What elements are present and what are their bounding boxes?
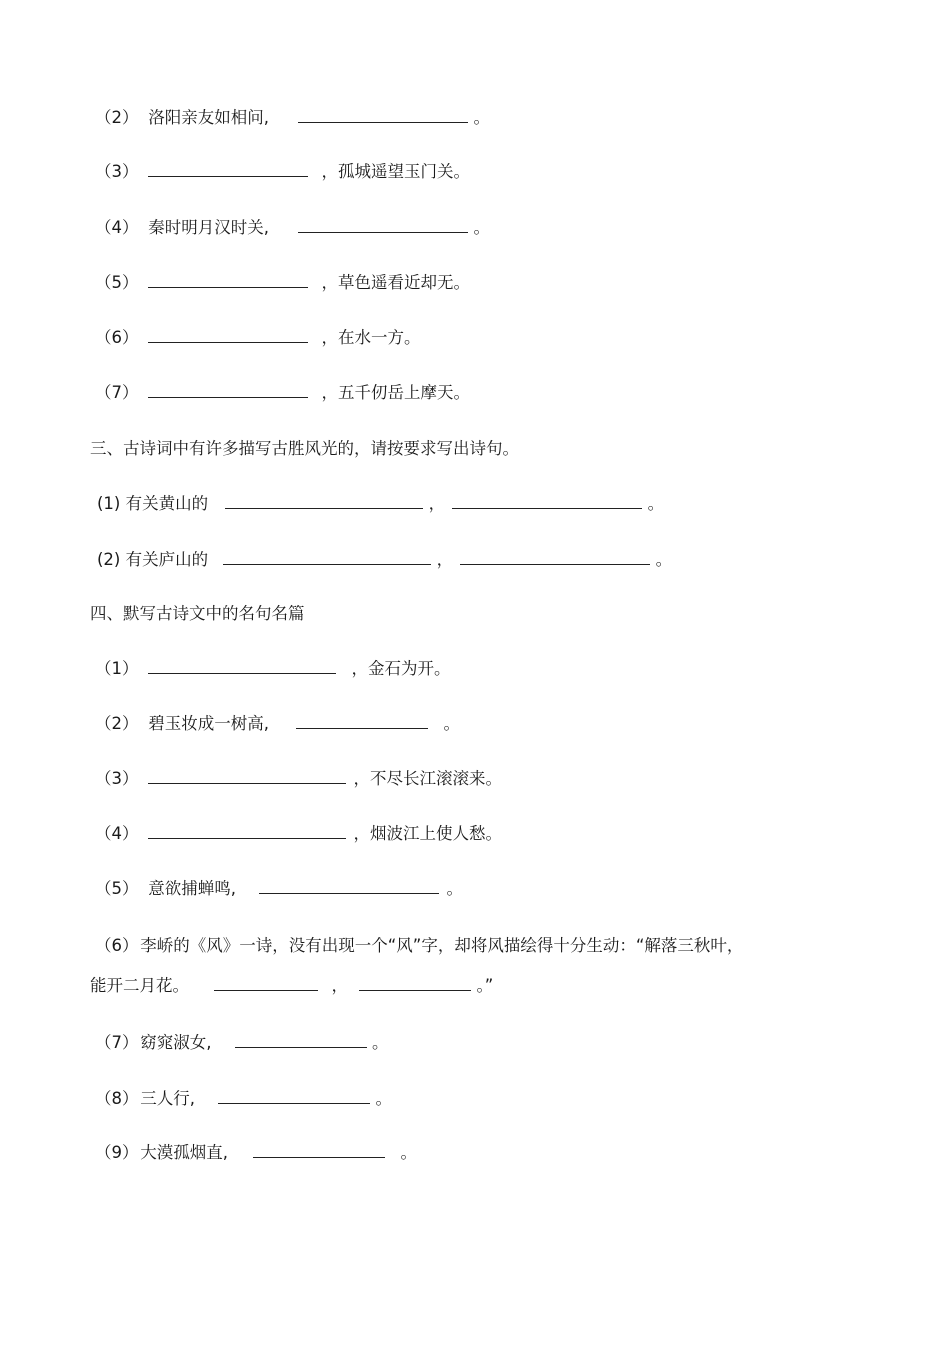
- end-mark: 。: [400, 1143, 417, 1162]
- separator: ，: [331, 976, 348, 995]
- section-3-heading: 三、古诗词中有许多描写古胜风光的，请按要求写出诗句。: [90, 439, 519, 458]
- item-4: [95, 218, 490, 238]
- answer-blank[interactable]: [460, 550, 650, 565]
- item-3: [95, 162, 470, 182]
- answer-blank[interactable]: [452, 494, 642, 509]
- separator: ，: [428, 494, 446, 513]
- end-mark: 。: [372, 1033, 389, 1052]
- question-text: 意欲捕蝉鸣,: [148, 879, 236, 898]
- answer-blank[interactable]: [214, 976, 318, 991]
- question-label: (1) 有关黄山的: [97, 494, 209, 513]
- item-text: 。: [473, 218, 490, 237]
- question-text: 能开二月花。: [90, 976, 189, 995]
- item-text: 。: [473, 108, 490, 127]
- section-4-question-6-continued: [90, 976, 493, 996]
- answer-blank[interactable]: [223, 550, 431, 565]
- item-6: [95, 328, 421, 348]
- end-mark: 。: [655, 550, 673, 569]
- end-mark: 。: [647, 494, 665, 513]
- section-4-heading: 四、默写古诗文中的名句名篇: [90, 604, 305, 623]
- question-label: (2) 有关庐山的: [97, 550, 209, 569]
- item-7: [95, 383, 470, 403]
- item-label: （4）: [95, 218, 139, 237]
- question-label: （5）: [95, 879, 139, 898]
- answer-blank[interactable]: [225, 494, 423, 509]
- item-label: （6）: [95, 328, 139, 347]
- question-text: 碧玉妆成一树高,: [148, 714, 269, 733]
- answer-blank[interactable]: [148, 824, 346, 839]
- end-mark: 。”: [476, 976, 494, 995]
- answer-blank[interactable]: [148, 769, 346, 784]
- answer-blank[interactable]: [253, 1143, 385, 1158]
- question-label: （9）: [95, 1143, 139, 1162]
- question-label: （8）: [95, 1089, 139, 1108]
- answer-blank[interactable]: [259, 879, 439, 894]
- item-text: ，草色遥看近却无。: [321, 273, 470, 292]
- question-text: ，金石为开。: [351, 659, 451, 678]
- answer-blank[interactable]: [235, 1033, 367, 1048]
- question-text: ，不尽长江滚滚来。: [353, 769, 502, 788]
- separator: ，: [436, 550, 454, 569]
- section-4-question-8: [95, 1089, 392, 1109]
- item-text: ，孤城遥望玉门关。: [321, 162, 470, 181]
- item-label: （2）: [95, 108, 139, 127]
- section-4-question-4: [95, 824, 502, 844]
- question-label: （3）: [95, 769, 139, 788]
- answer-blank[interactable]: [359, 976, 471, 991]
- item-label: （5）: [95, 273, 139, 292]
- question-label: （2）: [95, 714, 139, 733]
- item-text: ，在水一方。: [321, 328, 421, 347]
- answer-blank[interactable]: [298, 218, 468, 233]
- answer-blank[interactable]: [296, 714, 428, 729]
- answer-blank[interactable]: [148, 162, 308, 177]
- question-label: （4）: [95, 824, 139, 843]
- answer-blank[interactable]: [298, 108, 468, 123]
- answer-blank[interactable]: [148, 328, 308, 343]
- section-4-question-2: [95, 714, 460, 734]
- question-label: （1）: [95, 659, 139, 678]
- answer-blank[interactable]: [218, 1089, 370, 1104]
- section-4-question-5: [95, 879, 463, 899]
- section-3-question-1: [97, 494, 664, 514]
- item-label: （3）: [95, 162, 139, 181]
- question-text: 三人行,: [140, 1089, 195, 1108]
- question-text: 窈窕淑女,: [140, 1033, 212, 1052]
- item-5: [95, 273, 470, 293]
- question-text: ，烟波江上使人愁。: [353, 824, 502, 843]
- question-label: （7）: [95, 1033, 139, 1052]
- item-label: （7）: [95, 383, 139, 402]
- section-4-question-9: [95, 1143, 417, 1163]
- item-text: 洛阳亲友如相问,: [148, 108, 269, 127]
- section-4-question-7: [95, 1033, 389, 1053]
- section-4-question-1: [95, 659, 451, 679]
- end-mark: 。: [446, 879, 463, 898]
- item-text: ，五千仞岳上摩天。: [321, 383, 470, 402]
- question-text: 大漠孤烟直,: [140, 1143, 228, 1162]
- end-mark: 。: [443, 714, 460, 733]
- question-text: 李峤的《风》一诗，没有出现一个“风”字，却将风描绘得十分生动：“解落三秋叶，: [140, 936, 744, 955]
- section-3-question-2: [97, 550, 672, 570]
- question-label: （6）: [95, 936, 139, 955]
- answer-blank[interactable]: [148, 659, 336, 674]
- answer-blank[interactable]: [148, 273, 308, 288]
- end-mark: 。: [375, 1089, 392, 1108]
- item-text: 秦时明月汉时关,: [148, 218, 269, 237]
- section-4-question-3: [95, 769, 502, 789]
- item-2: [95, 108, 490, 128]
- answer-blank[interactable]: [148, 383, 308, 398]
- section-4-question-6: [95, 936, 743, 956]
